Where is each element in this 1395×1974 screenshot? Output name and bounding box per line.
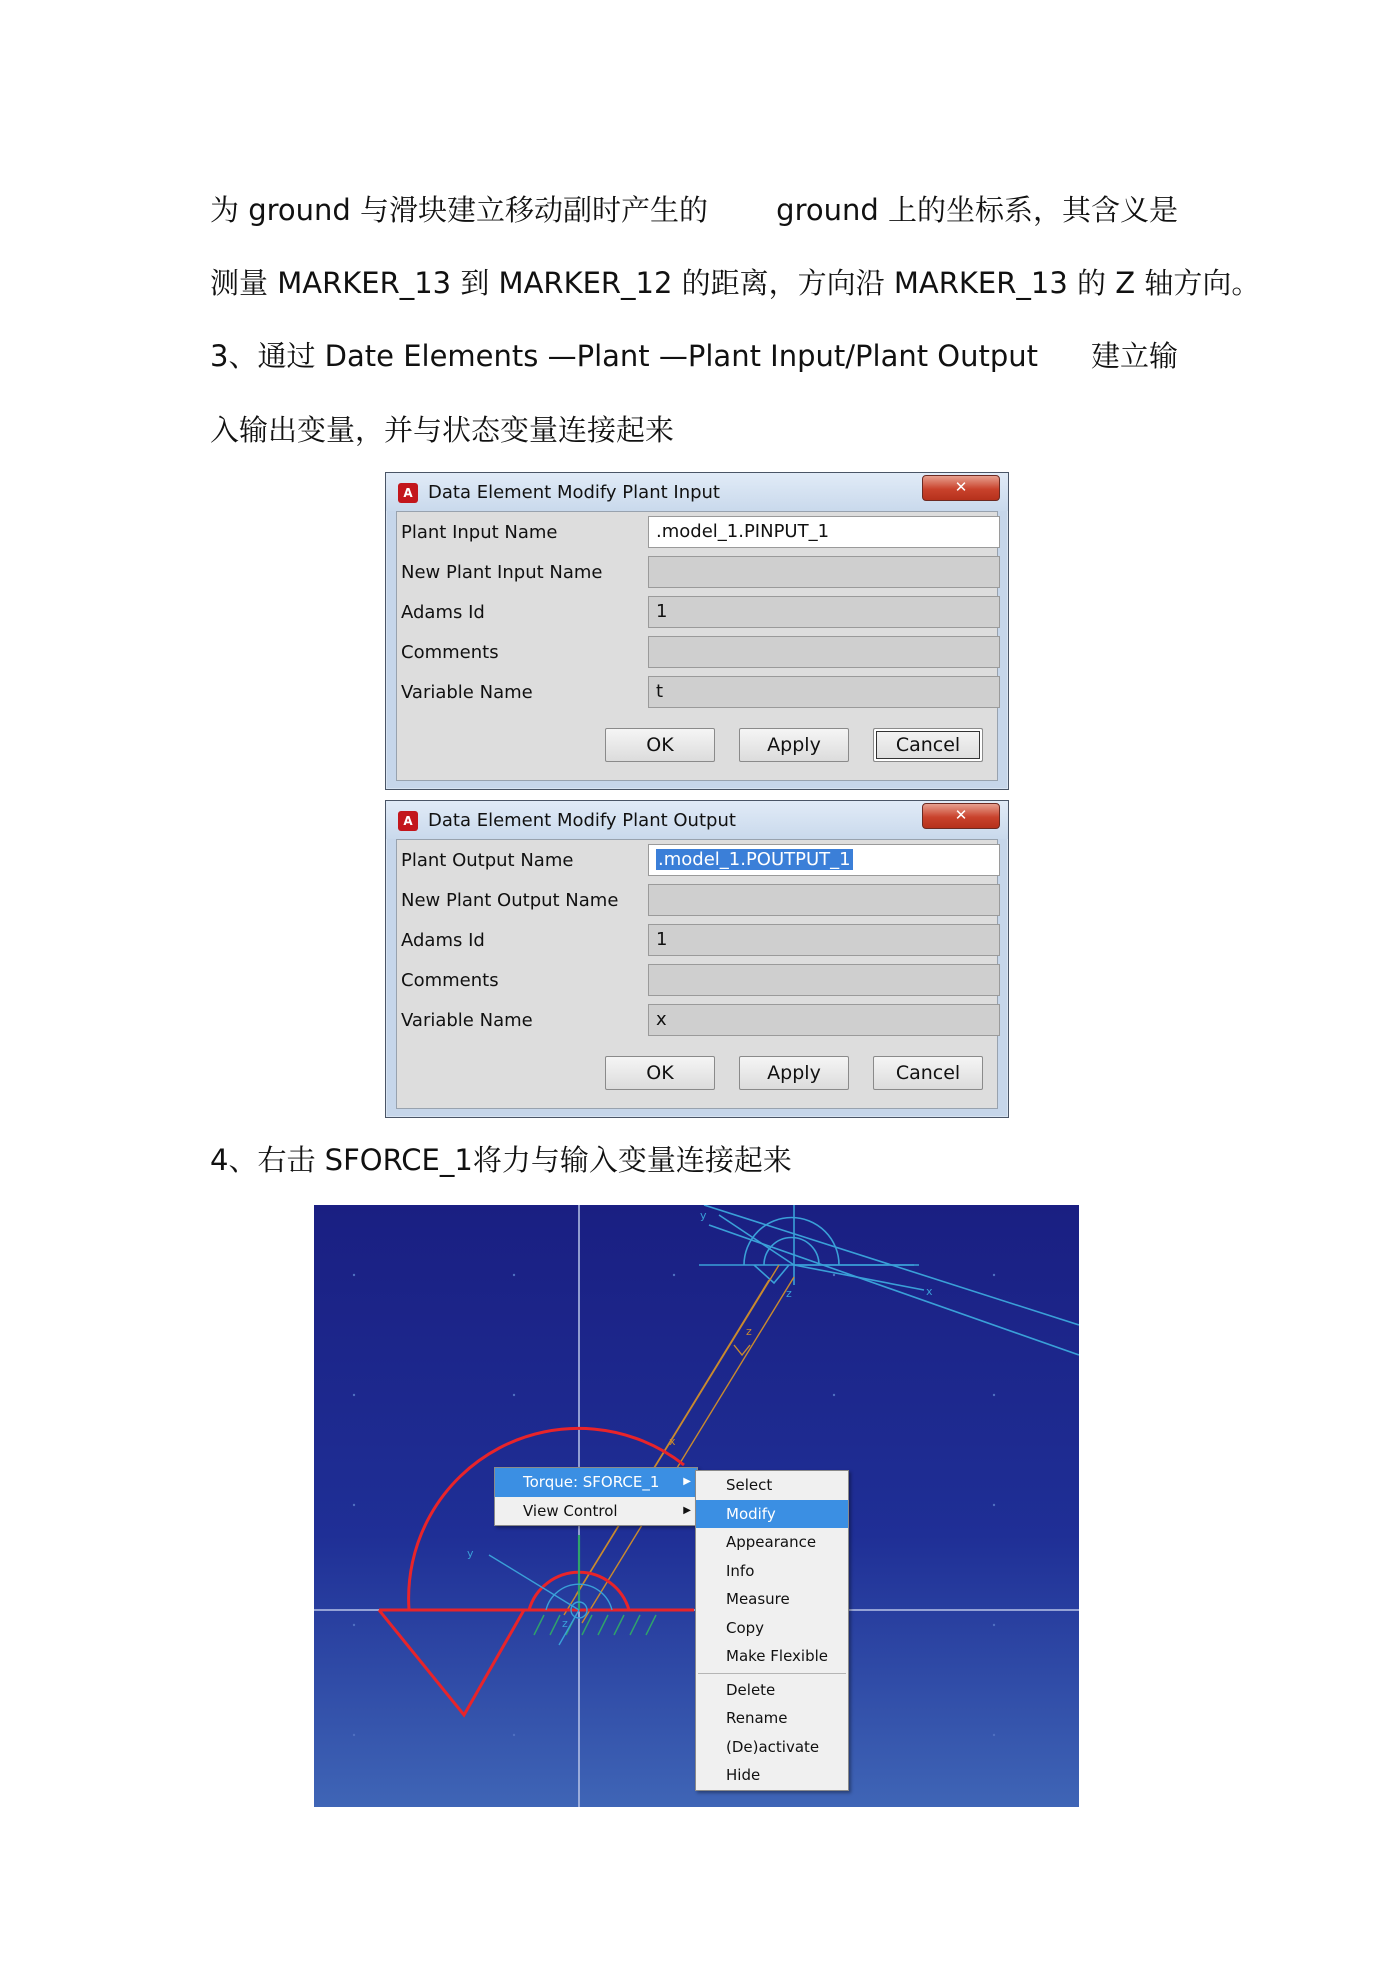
- plant-input-name-label: Plant Input Name: [401, 522, 558, 543]
- paragraph-line-1: [210, 190, 1178, 230]
- submenu-item-deactivate[interactable]: (De)activate: [726, 1737, 820, 1756]
- paragraph-line-4: 入输出变量，并与状态变量连接起来: [210, 413, 675, 447]
- close-button[interactable]: ✕: [922, 803, 1000, 829]
- submenu-item-make-flexible[interactable]: Make Flexible: [726, 1647, 829, 1665]
- adams-id-field[interactable]: 1: [648, 596, 1000, 628]
- comments-field[interactable]: [648, 964, 1000, 996]
- submenu-item-select[interactable]: Select: [726, 1476, 773, 1494]
- plant-output-name-field[interactable]: [648, 844, 1000, 876]
- bottom-z-label: z: [562, 1617, 568, 1630]
- sforce-submenu: [695, 1470, 849, 1791]
- submenu-item-delete[interactable]: Delete: [726, 1680, 776, 1699]
- submenu-item-rename[interactable]: Rename: [726, 1709, 788, 1727]
- link-x-label: x: [669, 1435, 676, 1448]
- menu-item-label: View Control: [523, 1501, 618, 1520]
- apply-button[interactable]: Apply: [739, 1056, 849, 1090]
- new-plant-input-name-field[interactable]: [648, 556, 1000, 588]
- adams-app-icon: A: [398, 483, 418, 503]
- context-menu: [494, 1467, 698, 1526]
- comments-label: Comments: [401, 642, 499, 663]
- apply-button[interactable]: Apply: [739, 728, 849, 762]
- adams-id-label: Adams Id: [401, 930, 485, 951]
- paragraph-line-5: 4、右击 SFORCE_1将力与输入变量连接起来: [210, 1143, 792, 1177]
- dialog-title-bar: [386, 473, 1008, 511]
- top-marker: [699, 1205, 1079, 1355]
- ok-button[interactable]: OK: [605, 1056, 715, 1090]
- cancel-button[interactable]: Cancel: [873, 1056, 983, 1090]
- variable-name-field[interactable]: t: [648, 676, 1000, 708]
- cancel-button[interactable]: Cancel: [873, 728, 983, 762]
- paragraph-line-2: 测量 MARKER_13 到 MARKER_12 的距离，方向沿 MARKER_13 的 Z 轴方向。: [210, 266, 1261, 300]
- variable-name-field[interactable]: x: [648, 1004, 1000, 1036]
- paragraph-line-1-part-a: 为 ground 与滑块建立移动副时产生的: [210, 193, 709, 227]
- submenu-item-measure[interactable]: Measure: [726, 1590, 790, 1608]
- submenu-item-copy[interactable]: Copy: [726, 1618, 765, 1637]
- ok-button[interactable]: OK: [605, 728, 715, 762]
- new-plant-input-name-label: New Plant Input Name: [401, 562, 603, 583]
- plant-output-name-label: Plant Output Name: [401, 850, 574, 871]
- submenu-item-appearance[interactable]: Appearance: [726, 1533, 817, 1551]
- paragraph-line-3: [210, 336, 1178, 376]
- ground-hatch: [534, 1535, 656, 1635]
- close-button[interactable]: ✕: [922, 475, 1000, 501]
- submenu-item-modify[interactable]: Modify: [696, 1500, 848, 1529]
- submenu-arrow-icon: ▶: [683, 1476, 691, 1487]
- adams-id-label: Adams Id: [401, 602, 485, 623]
- dialog-title: Data Element Modify Plant Input: [428, 482, 720, 503]
- selected-text: .model_1.POUTPUT_1: [658, 849, 851, 870]
- variable-name-label: Variable Name: [401, 682, 533, 703]
- plant-input-name-field[interactable]: .model_1.PINPUT_1: [648, 516, 1000, 548]
- adams-id-field[interactable]: 1: [648, 924, 1000, 956]
- bottom-y-label: y: [467, 1547, 474, 1560]
- paragraph-line-3-part-b: 建立输: [1090, 339, 1178, 373]
- comments-field[interactable]: [648, 636, 1000, 668]
- top-x-label: x: [926, 1285, 933, 1298]
- model-viewport[interactable]: [314, 1205, 1079, 1807]
- menu-separator: [698, 1673, 846, 1674]
- adams-app-icon: A: [398, 811, 418, 831]
- dialog-title-bar: [386, 801, 1008, 839]
- dialog-body: [396, 511, 998, 781]
- paragraph-line-1-part-b: ground 上的坐标系，其含义是: [776, 193, 1178, 227]
- plant-input-dialog: [385, 472, 1009, 790]
- comments-label: Comments: [401, 970, 499, 991]
- variable-name-label: Variable Name: [401, 1010, 533, 1031]
- paragraph-line-3-part-a: 3、通过 Date Elements —Plant —Plant Input/Plant Output: [210, 339, 1039, 373]
- dialog-body: [396, 839, 998, 1109]
- submenu-item-info[interactable]: Info: [726, 1561, 755, 1580]
- submenu-item-hide[interactable]: Hide: [726, 1766, 761, 1784]
- new-plant-output-name-label: New Plant Output Name: [401, 890, 619, 911]
- dialog-title: Data Element Modify Plant Output: [428, 810, 736, 831]
- submenu-arrow-icon: ▶: [683, 1504, 691, 1516]
- new-plant-output-name-field[interactable]: [648, 884, 1000, 916]
- link-z-label: z: [746, 1325, 752, 1338]
- top-z-label: z: [786, 1287, 792, 1300]
- menu-item-torque-sforce[interactable]: [495, 1468, 697, 1497]
- menu-item-label: Torque: SFORCE_1: [523, 1473, 660, 1491]
- plant-output-dialog: [385, 800, 1009, 1118]
- bottom-marker: [489, 1555, 612, 1645]
- top-y-label: y: [700, 1209, 707, 1222]
- menu-item-view-control[interactable]: [495, 1497, 697, 1526]
